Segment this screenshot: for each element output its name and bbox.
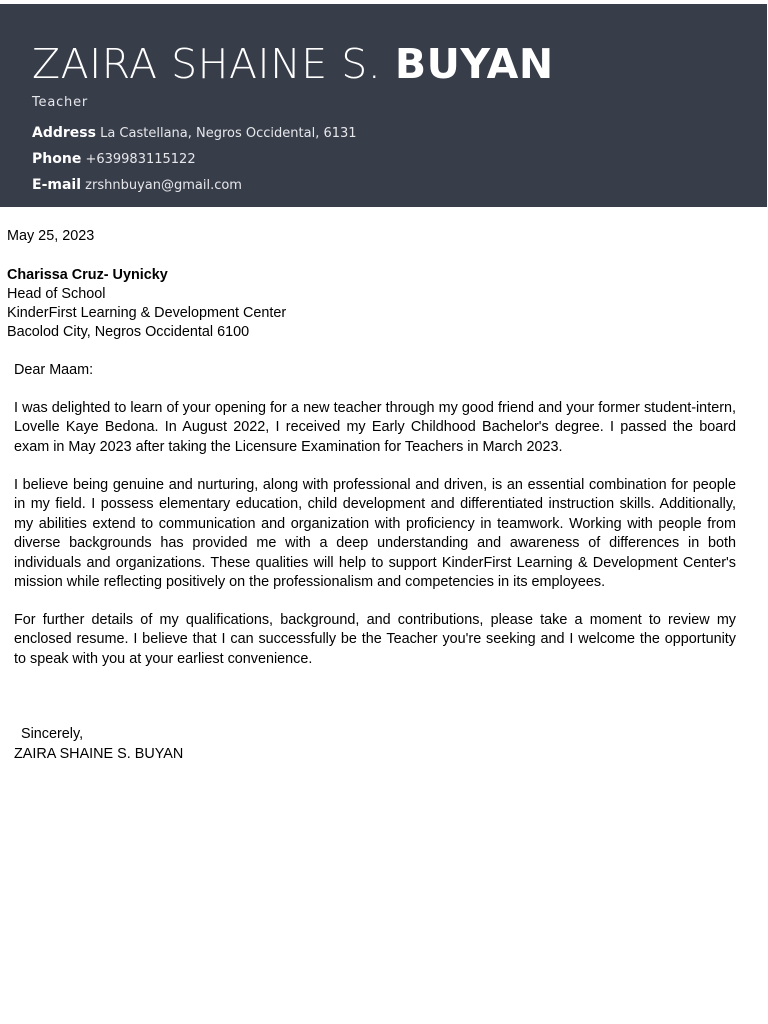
header-banner bbox=[0, 4, 767, 207]
recipient-name: Charissa Cruz- Uynicky bbox=[7, 267, 168, 283]
contact-address-label: Address bbox=[32, 125, 96, 141]
body-paragraph-3: For further details of my qualifications, background, and contributions, please take a moment to review my enclosed resume. I believe that I can successfully be the Teacher you're seeking and I welcome the opportunity to speak with you at your earliest convenience. bbox=[14, 612, 736, 667]
body-paragraph-1: I was delighted to learn of your opening for a new teacher through my good friend and your former student-intern, Lovelle Kaye Bedona. In August 2022, I received my Early Childhood Bachelor's degree. I passed the board exam in May 2023 after taking the Licensure Examination for Teachers in March 2023. bbox=[14, 400, 736, 455]
applicant-first-name: ZAIRA SHAINE S. bbox=[32, 40, 382, 88]
contact-address bbox=[32, 125, 357, 141]
contact-email bbox=[32, 177, 242, 193]
salutation: Dear Maam: bbox=[14, 362, 94, 378]
recipient-address: Bacolod City, Negros Occidental 6100 bbox=[7, 324, 250, 340]
contact-email-value: zrshnbuyan@gmail.com bbox=[85, 178, 242, 193]
recipient-position: Head of School bbox=[7, 286, 106, 302]
signature-name: ZAIRA SHAINE S. BUYAN bbox=[14, 746, 184, 762]
applicant-job-title: Teacher bbox=[32, 95, 89, 110]
recipient-organization: KinderFirst Learning & Development Center bbox=[7, 305, 287, 321]
contact-phone-label: Phone bbox=[32, 151, 82, 167]
body-paragraph-2: I believe being genuine and nurturing, along with professional and driven, is an essential combination for people in my field. I possess elementary education, child development and differentiated instruction skills. Additionally, my abilities extend to communication and organization with proficiency in teamwork. Working with people from diverse backgrounds has provided me with a deep understanding and awareness of differences in both individuals and organizations. These qualities will help to support KinderFirst Learning & Development Center's mission while reflecting positively on the professionalism and competencies in its employees. bbox=[14, 477, 736, 591]
contact-email-label: E-mail bbox=[32, 177, 82, 193]
contact-phone bbox=[32, 151, 196, 167]
contact-address-value: La Castellana, Negros Occidental, 6131 bbox=[100, 126, 357, 141]
applicant-name bbox=[32, 38, 554, 90]
contact-phone-value: +639983115122 bbox=[85, 152, 196, 167]
applicant-last-name: BUYAN bbox=[394, 40, 554, 88]
letter-date: May 25, 2023 bbox=[7, 228, 95, 244]
closing: Sincerely, bbox=[21, 726, 84, 742]
